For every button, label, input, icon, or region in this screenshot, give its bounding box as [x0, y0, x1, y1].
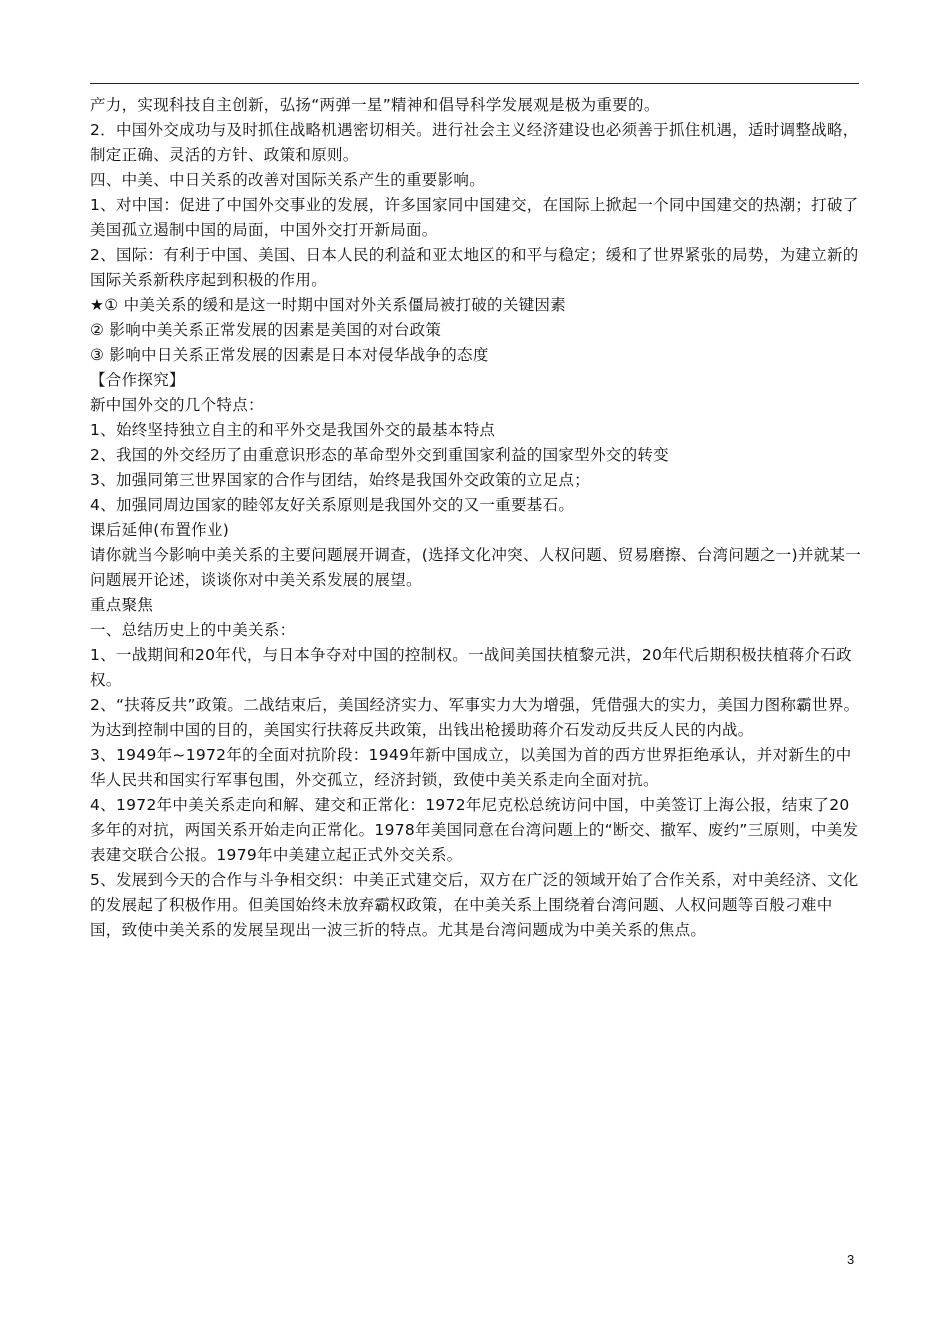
paragraph: ★① 中美关系的缓和是这一时期中国对外关系僵局被打破的关键因素 — [90, 296, 567, 314]
paragraph: ② 影响中美关系正常发展的因素是美国的对台政策 — [90, 321, 442, 339]
section-heading: 一、总结历史上的中美关系： — [90, 621, 296, 639]
header-rule — [90, 83, 859, 84]
paragraph: 1、一战期间和20年代，与日本争夺对中国的控制权。一战间美国扶植黎元洪，20年代后期积极扶植蒋介石政权。 — [90, 646, 852, 689]
document-body — [90, 93, 862, 943]
paragraph: 5、发展到今天的合作与斗争相交织：中美正式建交后，双方在广泛的领域开始了合作关系，对中美经济、文化的发展起了积极作用。但美国始终未放弃霸权政策，在中美关系上围绕着台湾问题、人权问题等百般刁难中国，致使中美关系的发展呈现出一波三折的特点。尤其是台湾问题成为中美关系的焦点。 — [90, 871, 859, 939]
paragraph: 2、国际：有利于中国、美国、日本人民的利益和亚太地区的和平与稳定；缓和了世界紧张的局势，为建立新的国际关系新秩序起到积极的作用。 — [90, 246, 859, 289]
paragraph: 请你就当今影响中美关系的主要问题展开调查，(选择文化冲突、人权问题、贸易磨擦、台湾问题之一)并就某一问题展开论述，谈谈你对中美关系发展的展望。 — [90, 546, 862, 589]
paragraph: 1、始终坚持独立自主的和平外交是我国外交的最基本特点 — [90, 421, 496, 439]
paragraph: 新中国外交的几个特点： — [90, 396, 264, 414]
section-heading: 课后延伸(布置作业) — [90, 521, 230, 539]
paragraph: 4、1972年中美关系走向和解、建交和正常化：1972年尼克松总统访问中国，中美签订上海公报，结束了20多年的对抗，两国关系开始走向正常化。1978年美国同意在台湾问题上的“断交、撤军、废约”三原则，中美发表建交联合公报。1979年中美建立起正式外交关系。 — [90, 796, 859, 864]
paragraph: 3、1949年~1972年的全面对抗阶段：1949年新中国成立，以美国为首的西方世界拒绝承认，并对新生的中华人民共和国实行军事包围，外交孤立，经济封锁，致使中美关系走向全面对抗。 — [90, 746, 852, 789]
paragraph: 2、我国的外交经历了由重意识形态的革命型外交到重国家利益的国家型外交的转变 — [90, 446, 669, 464]
paragraph: 1、对中国：促进了中国外交事业的发展，许多国家同中国建交，在国际上掀起一个同中国建交的热潮；打破了美国孤立遏制中国的局面，中国外交打开新局面。 — [90, 196, 859, 239]
paragraph: ③ 影响中日关系正常发展的因素是日本对侵华战争的态度 — [90, 346, 489, 364]
paragraph: 2．中国外交成功与及时抓住战略机遇密切相关。进行社会主义经济建设也必须善于抓住机遇，适时调整战略，制定正确、灵活的方针、政策和原则。 — [90, 121, 859, 164]
paragraph: 3、加强同第三世界国家的合作与团结，始终是我国外交政策的立足点； — [90, 471, 590, 489]
section-heading: 重点聚焦 — [90, 596, 154, 614]
section-heading: 【合作探究】 — [90, 371, 185, 389]
paragraph: 4、加强同周边国家的睦邻友好关系原则是我国外交的又一重要基石。 — [90, 496, 575, 514]
page-number: 3 — [847, 1252, 855, 1267]
section-heading: 四、中美、中日关系的改善对国际关系产生的重要影响。 — [90, 171, 486, 189]
paragraph: 2、“扶蒋反共”政策。二战结束后，美国经济实力、军事实力大为增强，凭借强大的实力，美国力图称霸世界。为达到控制中国的目的，美国实行扶蒋反共政策，出钱出枪援助蒋介石发动反共反人民的内战。 — [90, 696, 860, 739]
paragraph: 产力，实现科技自主创新，弘扬“两弹一星”精神和倡导科学发展观是极为重要的。 — [90, 96, 660, 114]
